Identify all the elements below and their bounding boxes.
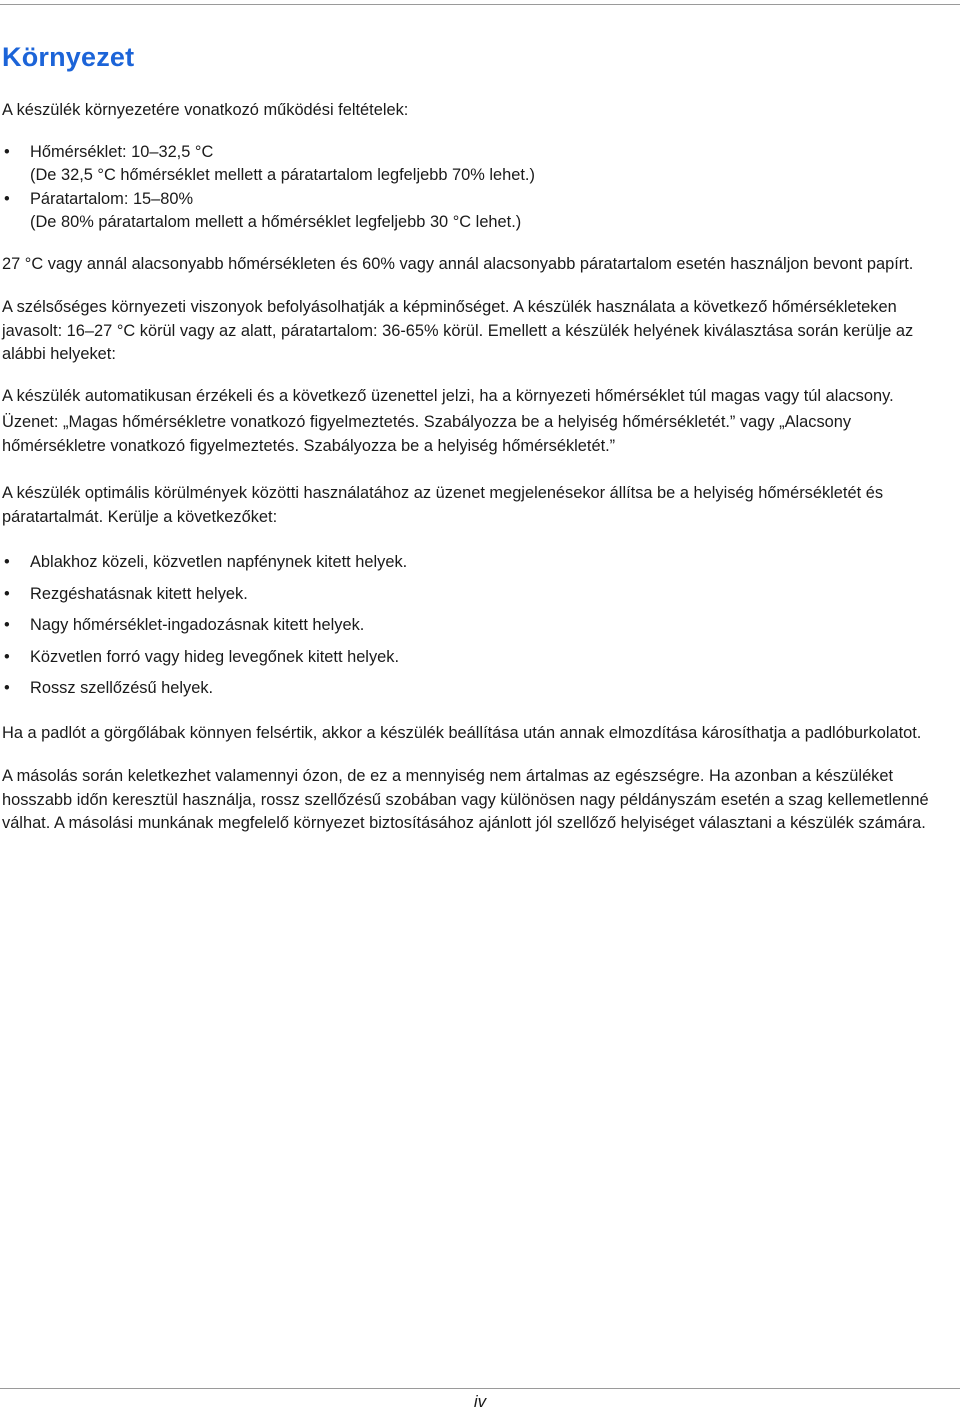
humidity-condition-note: (De 80% páratartalom mellett a hőmérséklet legfeljebb 30 °C lehet.) [30, 213, 522, 231]
top-divider [0, 4, 960, 5]
humidity-condition: • Páratartalom: 15–80% [30, 189, 194, 208]
auto-detect-paragraph: A készülék automatikusan érzékeli és a következő üzenettel jelzi, ha a környezeti hőmérséklet túl magas vagy túl alacsony. [2, 386, 894, 405]
coated-paper-note: 27 °C vagy annál alacsonyabb hőmérsékleten és 60% vagy annál alacsonyabb páratartalom esetén használjon bevont papírt. [2, 254, 914, 273]
page-title: Környezet [2, 42, 135, 72]
list-item: • Nagy hőmérséklet-ingadozásnak kitett helyek. [2, 614, 956, 638]
temperature-condition-note: (De 32,5 °C hőmérséklet mellett a páratartalom legfeljebb 70% lehet.) [30, 166, 535, 184]
warning-message-paragraph: Üzenet: „Magas hőmérsékletre vonatkozó figyelmeztetés. Szabályozza be a helyiség hőmérsékletét.” vagy „Alacsony hőmérsékletre vonatkozó figyelmeztetés. Szabályozza be a helyiség hőmérsékletét.” [2, 413, 852, 455]
intro-paragraph: A készülék környezetére vonatkozó működési feltételek: [2, 101, 409, 119]
operating-conditions-list [2, 141, 956, 235]
bottom-divider [0, 1388, 960, 1389]
list-item [2, 141, 956, 188]
list-item: • Ablakhoz közeli, közvetlen napfénynek kitett helyek. [2, 551, 956, 575]
temperature-condition: • Hőmérséklet: 10–32,5 °C [30, 142, 214, 161]
document-body [2, 99, 956, 836]
list-item [2, 188, 956, 235]
floor-damage-note: Ha a padlót a görgőlábak könnyen felsértik, akkor a készülék beállítása után annak elmozdítása károsíthatja a padlóburkolatot. [2, 723, 922, 742]
optimal-use-paragraph: A készülék optimális körülmények közötti használatához az üzenet megjelenésekor állítsa be a helyiség hőmérsékletét és páratartalmát. Kerülje a következőket: [2, 484, 884, 526]
page-number: iv [473, 1392, 487, 1411]
places-to-avoid-list [2, 551, 956, 701]
list-item: • Rossz szellőzésű helyek. [2, 677, 956, 701]
ozone-note: A másolás során keletkezhet valamennyi ózon, de ez a mennyiség nem ártalmas az egészségre. Ha azonban a készüléket hosszabb időn keresztül használja, rossz szellőzésű szobában vagy különösen nagy példányszám esetén a szag kellemetlenné válhat. A másolási munkának megfelelő környezet biztosításához ajánlott jól szellőző helyiséget választani a készülék számára. [2, 767, 929, 832]
list-item: • Rezgéshatásnak kitett helyek. [2, 583, 956, 607]
extreme-conditions-paragraph: A szélsőséges környezeti viszonyok befolyásolhatják a képminőséget. A készülék használata a következő hőmérsékleteken javasolt: 16–27 °C körül vagy az alatt, páratartalom: 36-65% körül. Emellett a készülék helyének kiválasztása során kerülje az alábbi helyeket: [2, 298, 914, 363]
list-item: • Közvetlen forró vagy hideg levegőnek kitett helyek. [2, 646, 956, 670]
